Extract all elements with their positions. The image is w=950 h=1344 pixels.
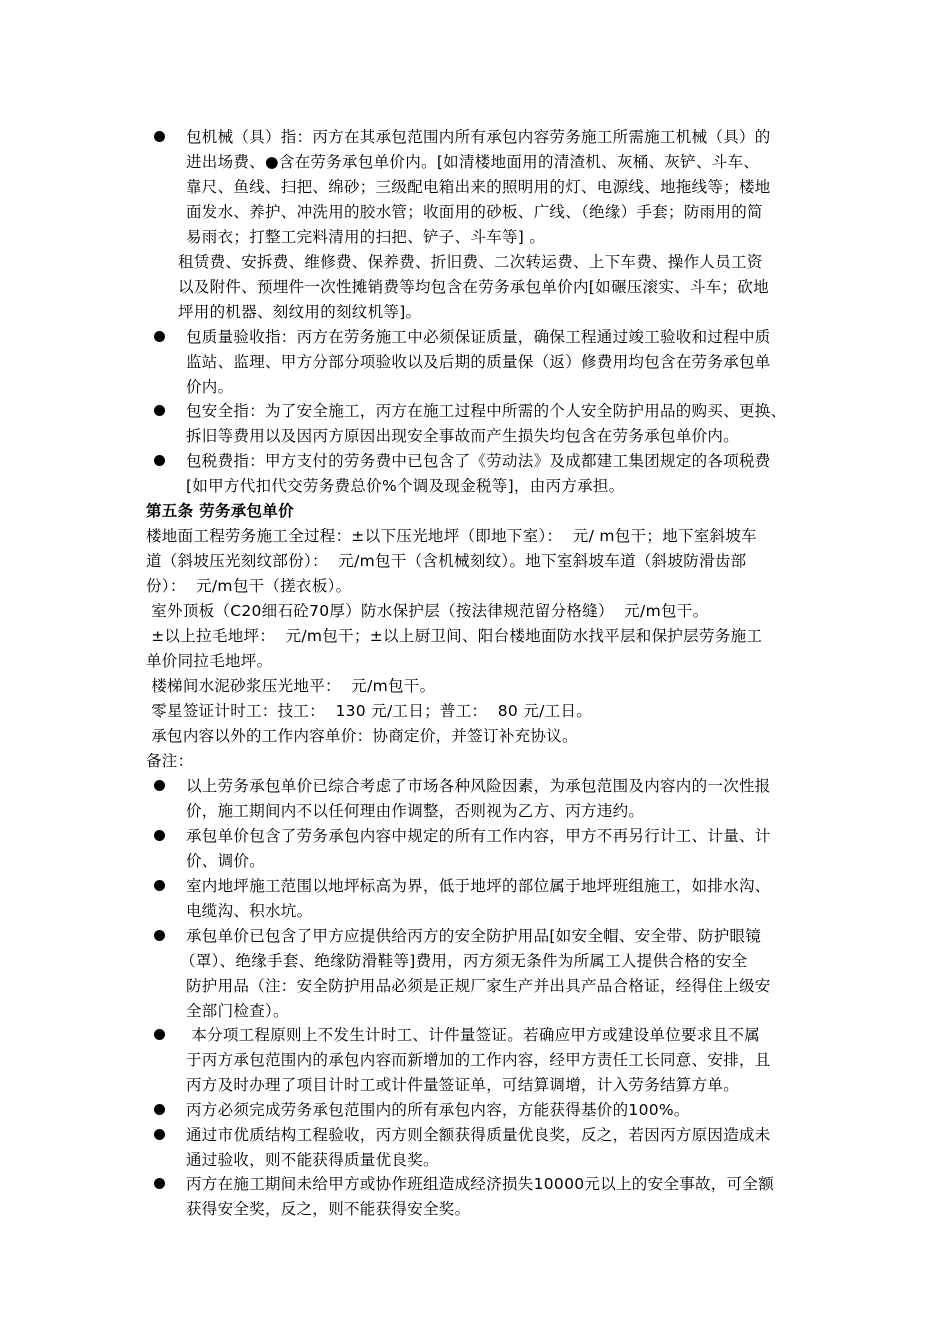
text-line: 包质量验收指：丙方在劳务施工中必须保证质量，确保工程通过竣工验收和过程中质 bbox=[186, 328, 771, 346]
bullet-icon bbox=[154, 930, 165, 941]
text-line: 包机械（具）指：丙方在其承包范围内所有承包内容劳务施工所需施工机械（具）的 bbox=[186, 128, 771, 146]
text-line: 靠尺、鱼线、扫把、绵砂；三级配电箱出来的照明用的灯、电源线、地拖线等；楼地 bbox=[186, 178, 771, 196]
text-line: 获得安全奖，反之，则不能获得安全奖。 bbox=[186, 1200, 471, 1218]
text-line: 包税费指：甲方支付的劳务费中已包含了《劳动法》及成都建工集团规定的各项税费 bbox=[186, 452, 771, 470]
text-line: 面发水、养护、冲洗用的胶水管；收面用的砂板、广线、（绝缘）手套；防雨用的简 bbox=[186, 203, 763, 221]
text-line: 租赁费、安拆费、维修费、保养费、折旧费、二次转运费、上下车费、操作人员工资 bbox=[178, 253, 763, 271]
text-line: 于丙方承包范围内的承包内容而新增加的工作内容，经甲方责任工长同意、安排，且 bbox=[186, 1051, 771, 1069]
text-line: 通过市优质结构工程验收，丙方则全额获得质量优良奖，反之，若因丙方原因造成未 bbox=[186, 1126, 771, 1144]
text-line: 价、调价。 bbox=[186, 852, 266, 870]
text-line: 易雨衣；打整工完料清用的扫把、铲子、斗车等] 。 bbox=[186, 228, 546, 246]
price-line: 楼梯间水泥砂浆压光地平： 元/m包干。 bbox=[146, 677, 436, 695]
text-line: 监站、监理、甲方分部分项验收以及后期的质量保（返）修费用均包含在劳务承包单 bbox=[186, 353, 771, 371]
bullet-icon bbox=[154, 331, 165, 342]
text-line: 丙方在施工期间未给甲方或协作班组造成经济损失10000元以上的安全事故，可全额 bbox=[186, 1175, 775, 1193]
price-line: 室外顶板（C20细石砼70厚）防水保护层（按法律规范留分格缝） 元/m包干。 bbox=[146, 602, 709, 620]
text-line: 本分项工程原则上不发生计时工、计件量签证。若确应甲方或建设单位要求且不属 bbox=[186, 1026, 761, 1044]
bullet-icon bbox=[154, 455, 165, 466]
text-line: 拆旧等费用以及因丙方原因出现安全事故而产生损失均包含在劳务承包单价内。 bbox=[186, 427, 740, 445]
section-title: 第五条 劳务承包单价 bbox=[146, 502, 294, 520]
text-line: 以及附件、预埋件一次性摊销费等均包含在劳务承包单价内[如碾压滚实、斗车；砍地 bbox=[178, 278, 769, 296]
text-line: [如甲方代扣代交劳务费总价%个调及现金税等]，由丙方承担。 bbox=[186, 477, 625, 495]
text-line: 防护用品（注：安全防护用品必须是正规厂家生产并出具产品合格证，经得住上级安 bbox=[186, 977, 771, 995]
notes-label: 备注： bbox=[146, 752, 194, 770]
bullet-icon bbox=[154, 830, 165, 841]
bullet-icon bbox=[154, 1178, 165, 1189]
bullet-icon bbox=[154, 880, 165, 891]
text-line: 价内。 bbox=[186, 378, 234, 396]
bullet-icon bbox=[154, 780, 165, 791]
text-line: 以上劳务承包单价已综合考虑了市场各种风险因素，为承包范围及内容内的一次性报 bbox=[186, 777, 771, 795]
text-line: 通过验收，则不能获得质量优良奖。 bbox=[186, 1151, 439, 1169]
price-line: 楼地面工程劳务施工全过程：±以下压光地坪（即地下室）： 元/ m包干；地下室斜坡车 bbox=[146, 527, 757, 545]
price-line: 零星签证计时工：技工： 130 元/工日；普工： 80 元/工日。 bbox=[146, 702, 593, 720]
bullet-icon bbox=[154, 1129, 165, 1140]
bullet-icon bbox=[154, 1104, 165, 1115]
text-line: 价，施工期间内不以任何理由作调整，否则视为乙方、丙方违约。 bbox=[186, 802, 645, 820]
text-line: 室内地坪施工范围以地坪标高为界，低于地坪的部位属于地坪班组施工，如排水沟、 bbox=[186, 877, 771, 895]
text-line: 包安全指：为了安全施工，丙方在施工过程中所需的个人安全防护用品的购买、更换、 bbox=[186, 402, 787, 420]
text-line: 丙方必须完成劳务承包范围内的所有承包内容，方能获得基价的100%。 bbox=[186, 1101, 690, 1119]
text-line: 承包单价包含了劳务承包内容中规定的所有工作内容，甲方不再另行计工、计量、计 bbox=[186, 827, 771, 845]
text-line: 丙方及时办理了项目计时工或计件量签证单，可结算调增，计入劳务结算方单。 bbox=[186, 1076, 740, 1094]
price-line: 单价同拉毛地坪。 bbox=[146, 652, 273, 670]
bullet-icon bbox=[154, 131, 165, 142]
text-line: （罩）、绝缘手套、绝缘防滑鞋等]费用，丙方须无条件为所属工人提供合格的安全 bbox=[180, 952, 748, 970]
text-line: 坪用的机器、刻纹用的刻纹机等]。 bbox=[178, 303, 422, 321]
text-line: 承包单价已包含了甲方应提供给丙方的安全防护用品[如安全帽、安全带、防护眼镜 bbox=[186, 927, 762, 945]
bullet-icon bbox=[154, 405, 165, 416]
price-line: 份）： 元/m包干（搓衣板）。 bbox=[146, 577, 352, 595]
text-line: 全部门检查）。 bbox=[186, 1002, 289, 1020]
price-line: ±以上拉毛地坪： 元/m包干；±以上厨卫间、阳台楼地面防水找平层和保护层劳务施工 bbox=[146, 627, 763, 645]
text-line: 电缆沟、积水坑。 bbox=[186, 902, 313, 920]
bullet-icon bbox=[154, 1029, 165, 1040]
text-line: 进出场费、●含在劳务承包单价内。[如清楼地面用的清渣机、灰桶、灰铲、斗车、 bbox=[186, 153, 760, 171]
price-line: 道（斜坡压光刻纹部份）： 元/m包干（含机械刻纹）。地下室斜坡车道（斜坡防滑齿部 bbox=[146, 552, 747, 570]
price-line: 承包内容以外的工作内容单价：协商定价，并签订补充协议。 bbox=[146, 727, 578, 745]
